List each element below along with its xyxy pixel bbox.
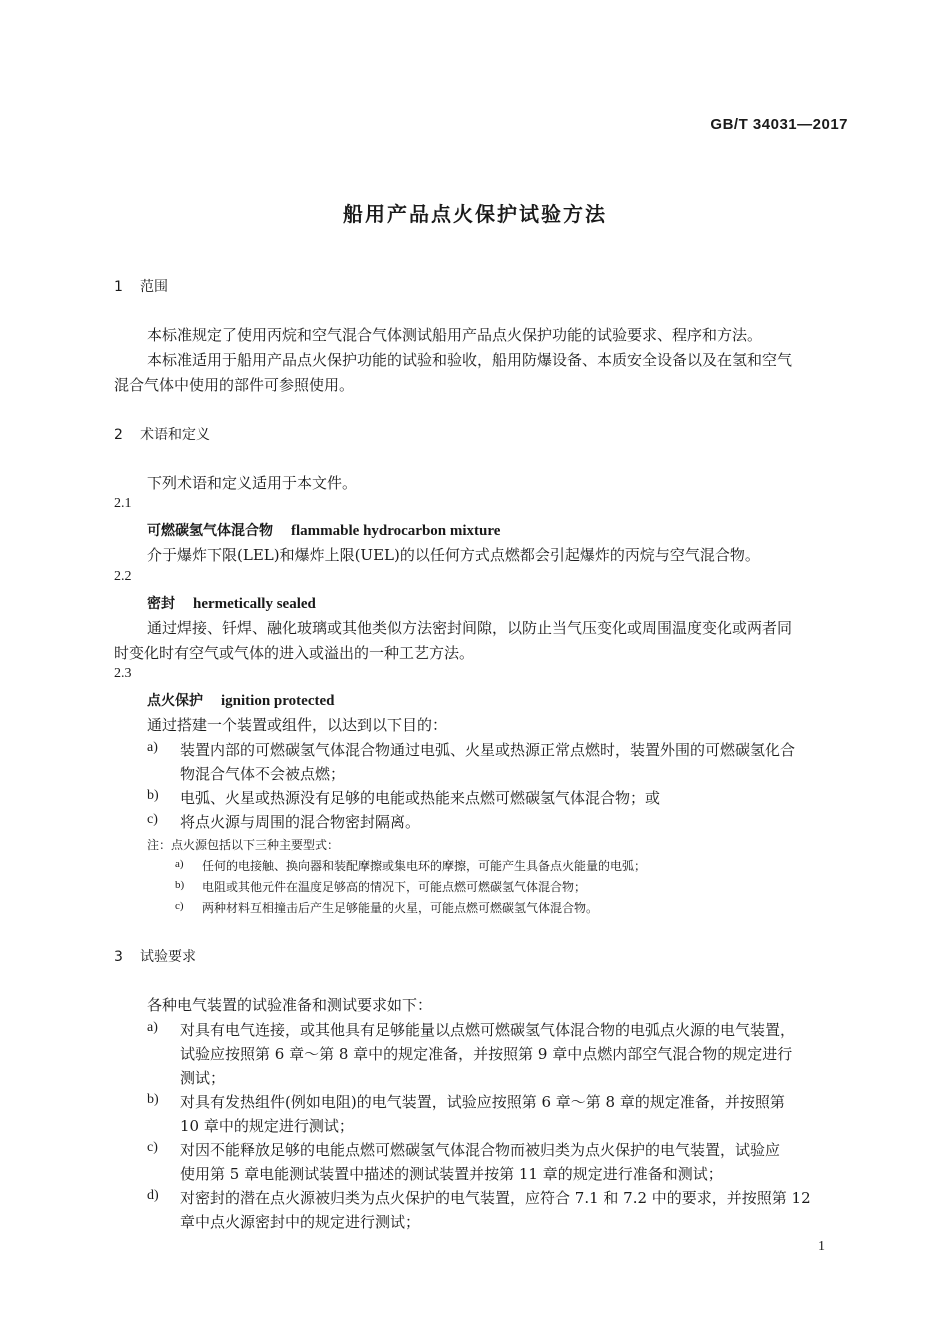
list-item: 对具有电气连接，或其他具有足够能量以点燃可燃碳氢气体混合物的电弧点火源的电气装置， <box>180 1021 796 1039</box>
list-item-marker: b) <box>147 788 159 803</box>
list-item-continuation: 测试； <box>180 1069 226 1087</box>
list-item-continuation: 章中点火源密封中的规定进行测试； <box>180 1213 421 1231</box>
list-item-marker: d) <box>147 1188 159 1203</box>
note-item: 电阻或其他元件在温度足够高的情况下，可能点燃可燃碳氢气体混合物； <box>202 880 587 894</box>
list-item: 对密封的潜在点火源被归类为点火保护的电气装置，应符合 7.1 和 7.2 中的要求，并按照第 12 <box>180 1189 811 1207</box>
section-title: 术语和定义 <box>140 427 210 443</box>
term-entry <box>147 593 316 613</box>
list-item: 对因不能释放足够的电能点燃可燃碳氢气体混合物而被归类为点火保护的电气装置，试验应 <box>180 1141 781 1159</box>
paragraph: 下列术语和定义适用于本文件。 <box>147 474 358 492</box>
term-entry <box>147 520 500 540</box>
note-item: 两种材料互相撞击后产生足够能量的火星，可能点燃可燃碳氢气体混合物。 <box>202 901 599 915</box>
list-item-marker: c) <box>147 1140 158 1155</box>
clause-number: 2.1 <box>114 496 132 511</box>
term-definition: 通过焊接、钎焊、融化玻璃或其他类似方法密封间隙，以防止当气压变化或周围温度变化或两者同 <box>147 619 793 637</box>
term-english: ignition protected <box>221 693 335 709</box>
term-chinese: 点火保护 <box>147 693 203 709</box>
section-title: 试验要求 <box>140 949 196 965</box>
list-item: 电弧、火星或热源没有足够的电能或热能来点燃可燃碳氢气体混合物；或 <box>180 789 661 807</box>
list-item-continuation: 物混合气体不会被点燃； <box>180 765 346 783</box>
paragraph: 各种电气装置的试验准备和测试要求如下： <box>147 996 433 1014</box>
section-title: 范围 <box>140 279 168 295</box>
term-definition: 介于爆炸下限(LEL)和爆炸上限(UEL)的以任何方式点燃都会引起爆炸的丙烷与空气混合物。 <box>147 546 760 564</box>
term-entry <box>147 690 334 710</box>
term-chinese: 密封 <box>147 596 175 612</box>
list-item: 将点火源与周围的混合物密封隔离。 <box>180 813 421 831</box>
paragraph: 本标准适用于船用产品点火保护功能的试验和验收，船用防爆设备、本质安全设备以及在氢和空气 <box>147 351 793 369</box>
term-english: hermetically sealed <box>193 596 316 612</box>
note-item: 任何的电接触、换向器和装配摩擦或集电环的摩擦，可能产生具备点火能量的电弧； <box>202 859 647 873</box>
document-title: 船用产品点火保护试验方法 <box>343 202 607 226</box>
note-item-marker: a) <box>175 858 184 870</box>
list-item-marker: a) <box>147 1020 158 1035</box>
section-number: 2 <box>114 427 123 443</box>
section-number: 3 <box>114 949 123 965</box>
list-item: 对具有发热组件(例如电阻)的电气装置，试验应按照第 6 章～第 8 章的规定准备，并按照第 <box>180 1093 785 1111</box>
list-item-marker: c) <box>147 812 158 827</box>
note-item-marker: b) <box>175 879 185 891</box>
term-definition-continuation: 时变化时有空气或气体的进入或溢出的一种工艺方法。 <box>114 644 475 662</box>
note-label: 注：点火源包括以下三种主要型式： <box>147 838 340 852</box>
term-english: flammable hydrocarbon mixture <box>291 523 501 539</box>
list-item-continuation: 10 章中的规定进行测试； <box>180 1117 354 1135</box>
section-1-heading <box>114 276 168 296</box>
list-item-marker: a) <box>147 740 158 755</box>
clause-number: 2.2 <box>114 569 132 584</box>
term-chinese: 可燃碳氢气体混合物 <box>147 523 273 539</box>
section-3-heading <box>114 946 196 966</box>
paragraph-continuation: 混合气体中使用的部件可参照使用。 <box>114 376 355 394</box>
list-item-marker: b) <box>147 1092 159 1107</box>
page-number: 1 <box>818 1239 825 1254</box>
term-definition: 通过搭建一个装置或组件，以达到以下目的： <box>147 716 448 734</box>
paragraph: 本标准规定了使用丙烷和空气混合气体测试船用产品点火保护功能的试验要求、程序和方法。 <box>147 326 763 344</box>
standard-number: GB/T 34031—2017 <box>710 116 848 133</box>
note-item-marker: c) <box>175 900 184 912</box>
list-item: 装置内部的可燃碳氢气体混合物通过电弧、火星或热源正常点燃时，装置外围的可燃碳氢化合 <box>180 741 796 759</box>
list-item-continuation: 试验应按照第 6 章～第 8 章中的规定准备，并按照第 9 章中点燃内部空气混合物的规定进行 <box>180 1045 793 1063</box>
section-number: 1 <box>114 279 123 295</box>
section-2-heading <box>114 424 210 444</box>
list-item-continuation: 使用第 5 章电能测试装置中描述的测试装置并按第 11 章的规定进行准备和测试； <box>180 1165 723 1183</box>
clause-number: 2.3 <box>114 666 132 681</box>
